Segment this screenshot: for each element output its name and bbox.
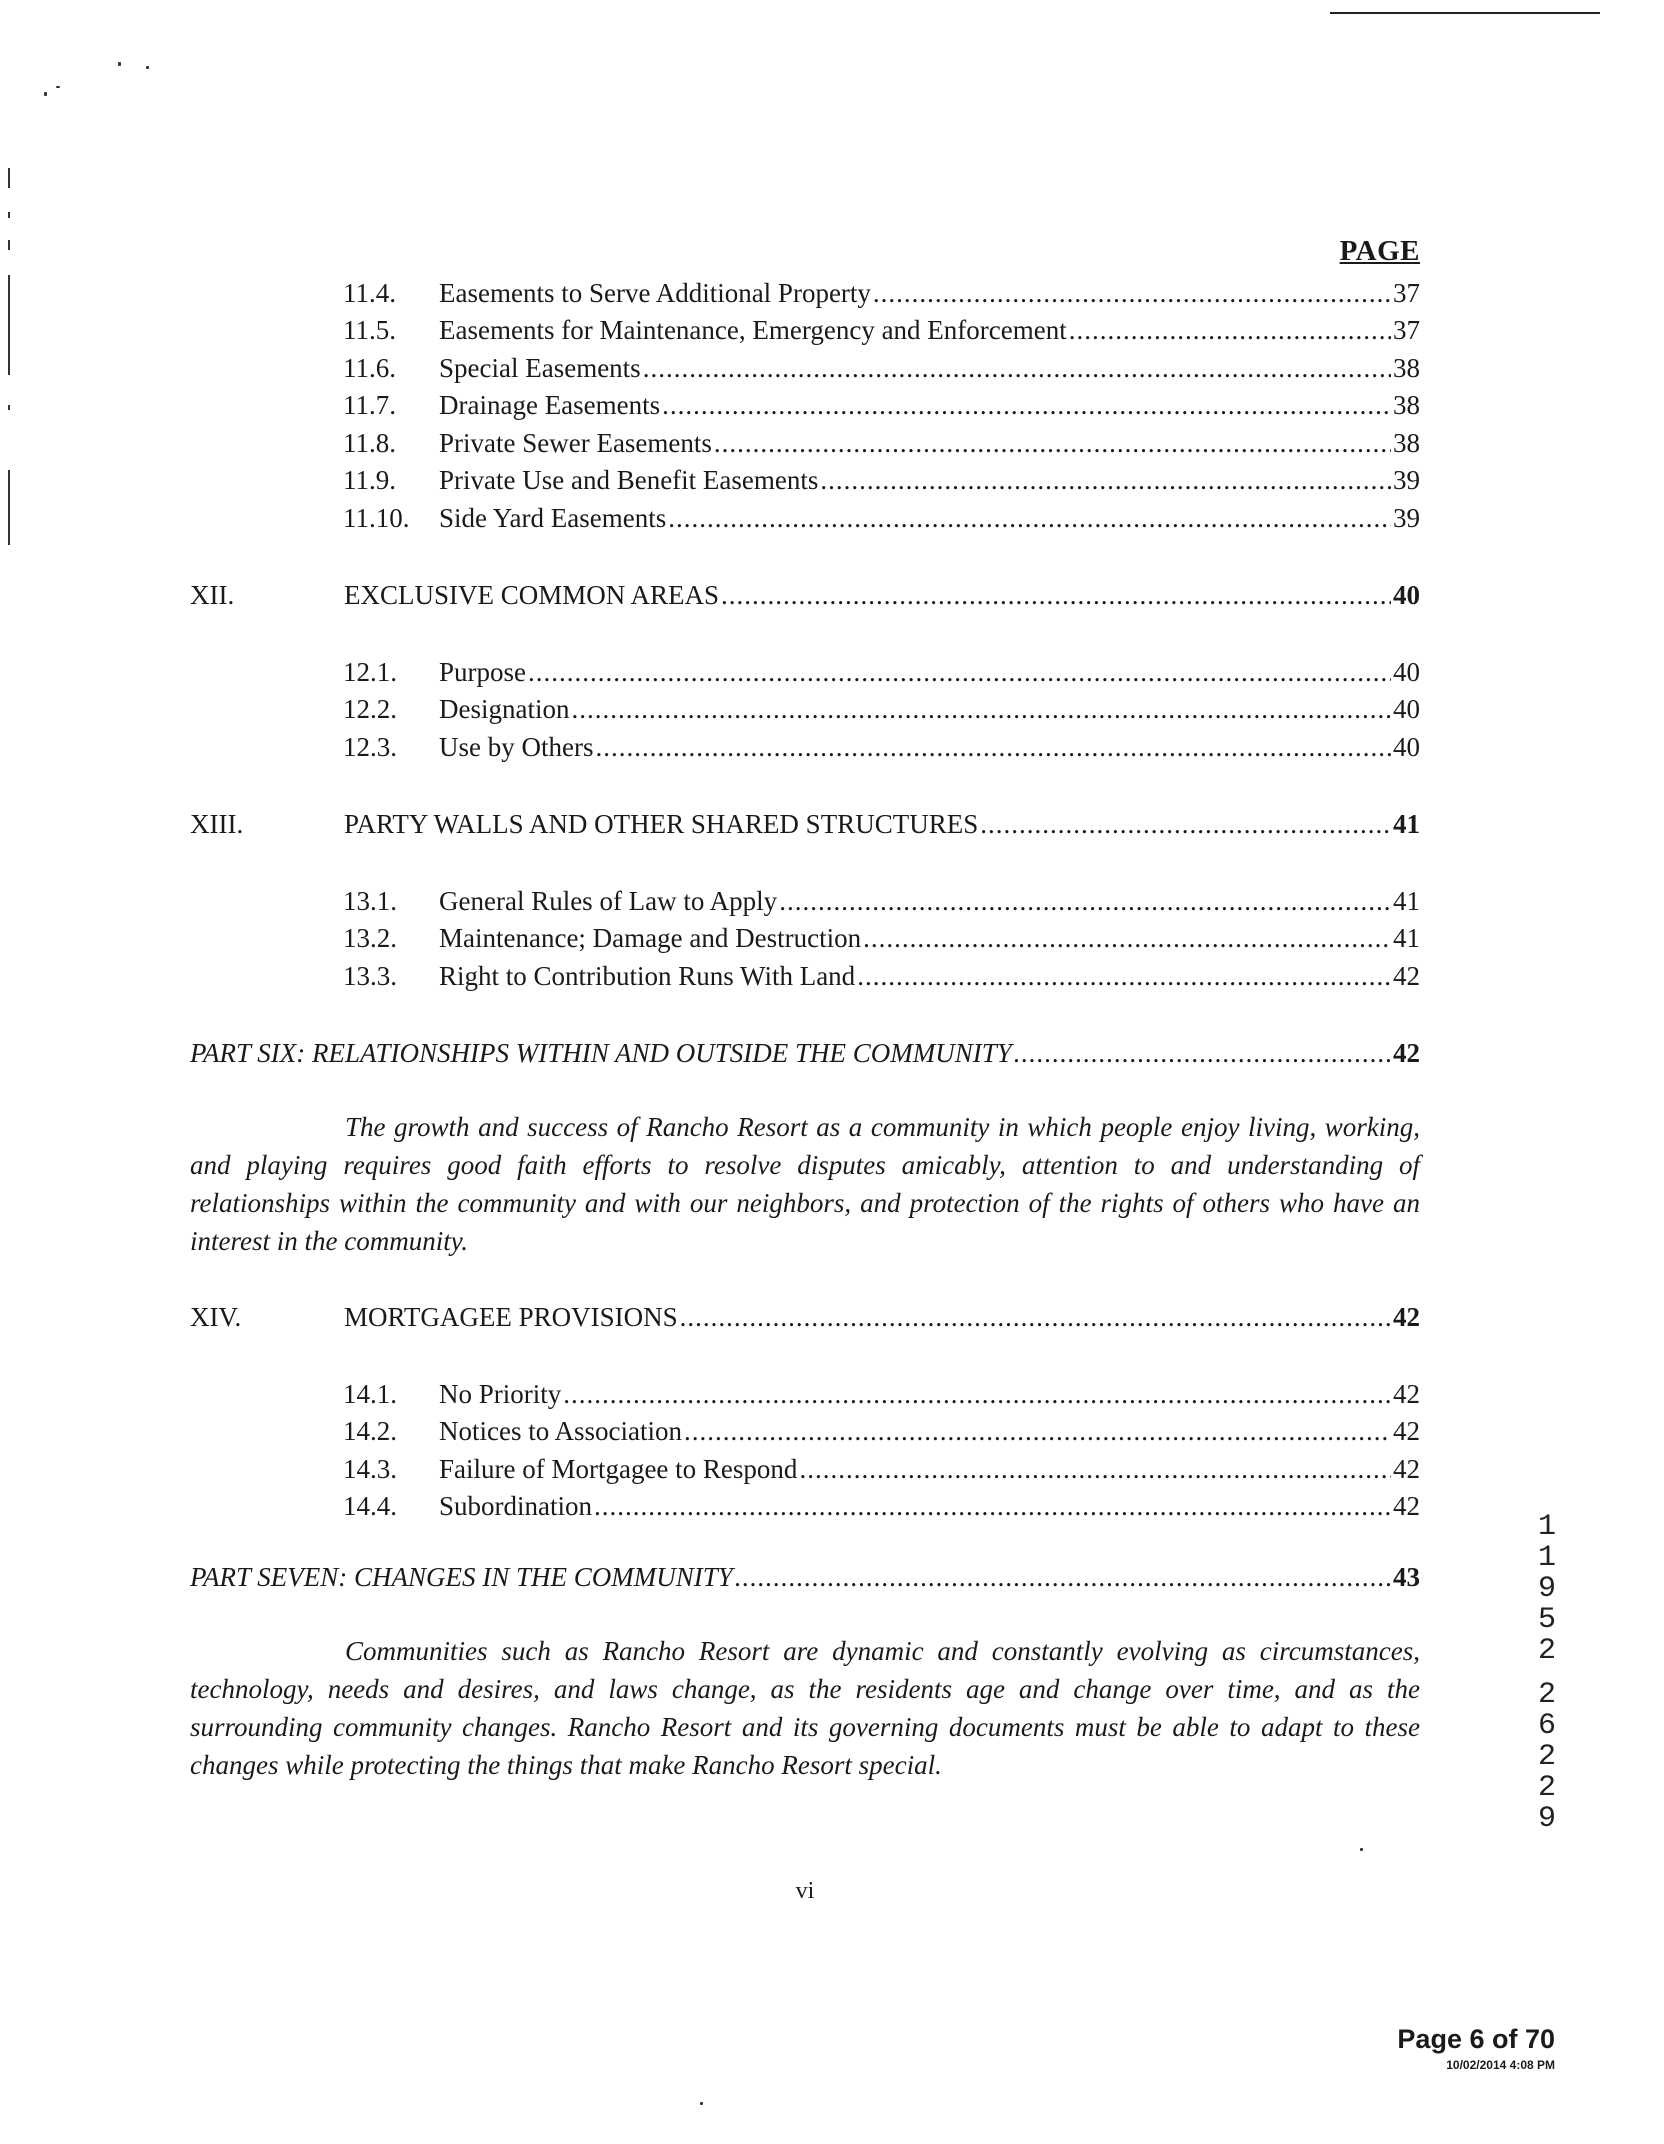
article-title: MORTGAGEE PROVISIONS: [344, 1302, 678, 1332]
toc-entry-12-1[interactable]: [343, 659, 1420, 686]
entry-page: 42: [1393, 1491, 1420, 1521]
dot-leader: [571, 696, 1391, 723]
dot-leader: [1069, 317, 1391, 344]
stamp-digit: 2: [1537, 1634, 1556, 1668]
dot-leader: [680, 1304, 1391, 1331]
entry-title: No Priority: [439, 1379, 562, 1409]
entry-title: Right to Contribution Runs With Land: [439, 961, 856, 991]
entry-number: 13.3.: [343, 961, 397, 991]
page-folio: vi: [795, 1878, 815, 1904]
article-title: PARTY WALLS AND OTHER SHARED STRUCTURES: [344, 809, 979, 839]
scan-margin-bar: [8, 240, 10, 250]
entry-page: 42: [1393, 1416, 1420, 1446]
part-page: 43: [1393, 1562, 1420, 1592]
entry-page: 39: [1393, 503, 1420, 533]
entry-number: 13.2.: [343, 923, 397, 953]
scan-speck: [118, 62, 121, 66]
entry-number: 11.4.: [343, 278, 396, 308]
page-count: Page 6 of 70: [1397, 2024, 1555, 2054]
dot-leader: [714, 430, 1391, 457]
toc-part-seven[interactable]: [190, 1564, 1420, 1591]
dot-leader: [643, 355, 1391, 382]
entry-title: Private Sewer Easements: [439, 428, 712, 458]
entry-number: 11.8.: [343, 428, 396, 458]
scan-margin-bar: [8, 470, 10, 545]
dot-leader: [857, 963, 1391, 990]
entry-number: 14.4.: [343, 1491, 397, 1521]
entry-title: Side Yard Easements: [439, 503, 667, 533]
entry-title: Failure of Mortgagee to Respond: [439, 1454, 798, 1484]
stamp-digit: 2: [1537, 1771, 1556, 1805]
entry-number: 11.10.: [343, 503, 410, 533]
scan-margin-bar: [8, 405, 10, 410]
article-page: 40: [1393, 580, 1420, 610]
scan-speck: [1360, 1848, 1363, 1851]
scan-speck: [700, 2102, 703, 2105]
dot-leader: [528, 659, 1391, 686]
article-number: XII.: [190, 580, 235, 610]
entry-number: 14.3.: [343, 1454, 397, 1484]
toc-entry-11-7[interactable]: [343, 392, 1420, 419]
entry-title: Special Easements: [439, 353, 641, 383]
entry-title: Subordination: [439, 1491, 592, 1521]
toc-article-xiii[interactable]: [190, 811, 1420, 838]
dot-leader: [668, 505, 1391, 532]
dot-leader: [873, 280, 1391, 307]
entry-page: 38: [1393, 390, 1420, 420]
dot-leader: [595, 734, 1391, 761]
entry-title: Drainage Easements: [439, 390, 661, 420]
part-six-description: The growth and success of Rancho Resort as a community in which people enjoy living, working, and playing requires good faith efforts to resolve disputes amicably, attention to and understanding of relationships within the community and with our neighbors, and protection of the rights of others who have an interest in the community.: [190, 1112, 1420, 1256]
entry-page: 39: [1393, 465, 1420, 495]
scan-speck: [146, 66, 149, 69]
entry-number: 14.2.: [343, 1416, 397, 1446]
stamp-digit: 1: [1537, 1510, 1556, 1544]
entry-title: General Rules of Law to Apply: [439, 886, 778, 916]
entry-title: Maintenance; Damage and Destruction: [439, 923, 862, 953]
side-stamp-number-bottom: [1532, 1680, 1562, 1835]
entry-title: Notices to Association: [439, 1416, 682, 1446]
dot-leader: [1014, 1040, 1391, 1067]
entry-page: 40: [1393, 657, 1420, 687]
article-title: EXCLUSIVE COMMON AREAS: [344, 580, 720, 610]
dot-leader: [863, 925, 1391, 952]
entry-number: 12.3.: [343, 732, 397, 762]
entry-page: 41: [1393, 886, 1420, 916]
toc-entry-13-3[interactable]: [343, 963, 1420, 990]
toc-entry-14-2[interactable]: [343, 1418, 1420, 1445]
entry-number: 11.7.: [343, 390, 396, 420]
part-title: PART SIX: RELATIONSHIPS WITHIN AND OUTSIDE THE COMMUNITY: [190, 1038, 1012, 1068]
entry-title: Easements to Serve Additional Property: [439, 278, 871, 308]
entry-page: 42: [1393, 1379, 1420, 1409]
toc-entry-14-1[interactable]: [343, 1381, 1420, 1408]
entry-page: 38: [1393, 428, 1420, 458]
dot-leader: [721, 582, 1391, 609]
stamp-digit: 2: [1537, 1678, 1556, 1712]
print-timestamp: 10/02/2014 4:08 PM: [1446, 2058, 1555, 2072]
entry-title: Purpose: [439, 657, 526, 687]
dot-leader: [799, 1456, 1391, 1483]
entry-number: 11.6.: [343, 353, 396, 383]
entry-number: 11.5.: [343, 315, 396, 345]
entry-number: 13.1.: [343, 886, 397, 916]
entry-title: Easements for Maintenance, Emergency and Enforcement: [439, 315, 1067, 345]
page-column-header: PAGE: [1339, 235, 1420, 267]
toc-article-xiv[interactable]: [190, 1304, 1420, 1331]
dot-leader: [980, 811, 1391, 838]
stamp-digit: 5: [1537, 1603, 1556, 1637]
toc-entry-13-1[interactable]: [343, 888, 1420, 915]
entry-number: 11.9.: [343, 465, 396, 495]
toc-entry-11-6[interactable]: [343, 355, 1420, 382]
toc-entry-11-9[interactable]: [343, 467, 1420, 494]
toc-part-six[interactable]: [190, 1040, 1420, 1067]
dot-leader: [563, 1381, 1391, 1408]
dot-leader: [594, 1493, 1391, 1520]
entry-number: 12.1.: [343, 657, 397, 687]
toc-entry-12-3[interactable]: [343, 734, 1420, 761]
stamp-digit: 6: [1537, 1709, 1556, 1743]
entry-page: 37: [1393, 278, 1420, 308]
stamp-digit: 2: [1537, 1740, 1556, 1774]
toc-entry-13-2[interactable]: [343, 925, 1420, 952]
stamp-digit: 1: [1537, 1541, 1556, 1575]
entry-title: Private Use and Benefit Easements: [439, 465, 819, 495]
article-page: 41: [1393, 809, 1420, 839]
toc-entry-14-4[interactable]: [343, 1493, 1420, 1520]
entry-page: 37: [1393, 315, 1420, 345]
part-page: 42: [1393, 1038, 1420, 1068]
scan-speck: [44, 92, 47, 96]
article-page: 42: [1393, 1302, 1420, 1332]
toc-entry-11-4[interactable]: [343, 280, 1420, 307]
scan-margin-bar: [8, 168, 10, 188]
scan-margin-bar: [8, 212, 10, 218]
scan-margin-bar: [8, 275, 10, 375]
stamp-digit: 9: [1537, 1802, 1556, 1836]
dot-leader: [662, 392, 1391, 419]
toc-article-xii[interactable]: [190, 582, 1420, 609]
entry-number: 12.2.: [343, 694, 397, 724]
dot-leader: [779, 888, 1391, 915]
entry-page: 42: [1393, 1454, 1420, 1484]
entry-title: Use by Others: [439, 732, 594, 762]
toc-entry-11-5[interactable]: [343, 317, 1420, 344]
scan-top-rule: [1330, 12, 1600, 14]
toc-entry-11-8[interactable]: [343, 430, 1420, 457]
entry-page: 38: [1393, 353, 1420, 383]
entry-page: 40: [1393, 732, 1420, 762]
toc-entry-14-3[interactable]: [343, 1456, 1420, 1483]
side-stamp-number-top: [1532, 1512, 1562, 1667]
part-seven-description: Communities such as Rancho Resort are dynamic and constantly evolving as circumstances, technology, needs and desires, and laws change, as the residents age and change over time, and as the surrounding community changes. Rancho Resort and its governing documents must be able to adapt to these changes while protecting the things that make Rancho Resort special.: [190, 1636, 1420, 1780]
toc-entry-11-10[interactable]: [343, 505, 1420, 532]
entry-page: 40: [1393, 694, 1420, 724]
entry-title: Designation: [439, 694, 570, 724]
part-title: PART SEVEN: CHANGES IN THE COMMUNITY: [190, 1562, 733, 1592]
stamp-digit: 9: [1537, 1572, 1556, 1606]
toc-entry-12-2[interactable]: [343, 696, 1420, 723]
dot-leader: [820, 467, 1391, 494]
dot-leader: [735, 1564, 1391, 1591]
dot-leader: [684, 1418, 1391, 1445]
entry-page: 41: [1393, 923, 1420, 953]
entry-page: 42: [1393, 961, 1420, 991]
article-number: XIV.: [190, 1302, 242, 1332]
entry-number: 14.1.: [343, 1379, 397, 1409]
scan-speck: [56, 86, 60, 88]
article-number: XIII.: [190, 809, 244, 839]
